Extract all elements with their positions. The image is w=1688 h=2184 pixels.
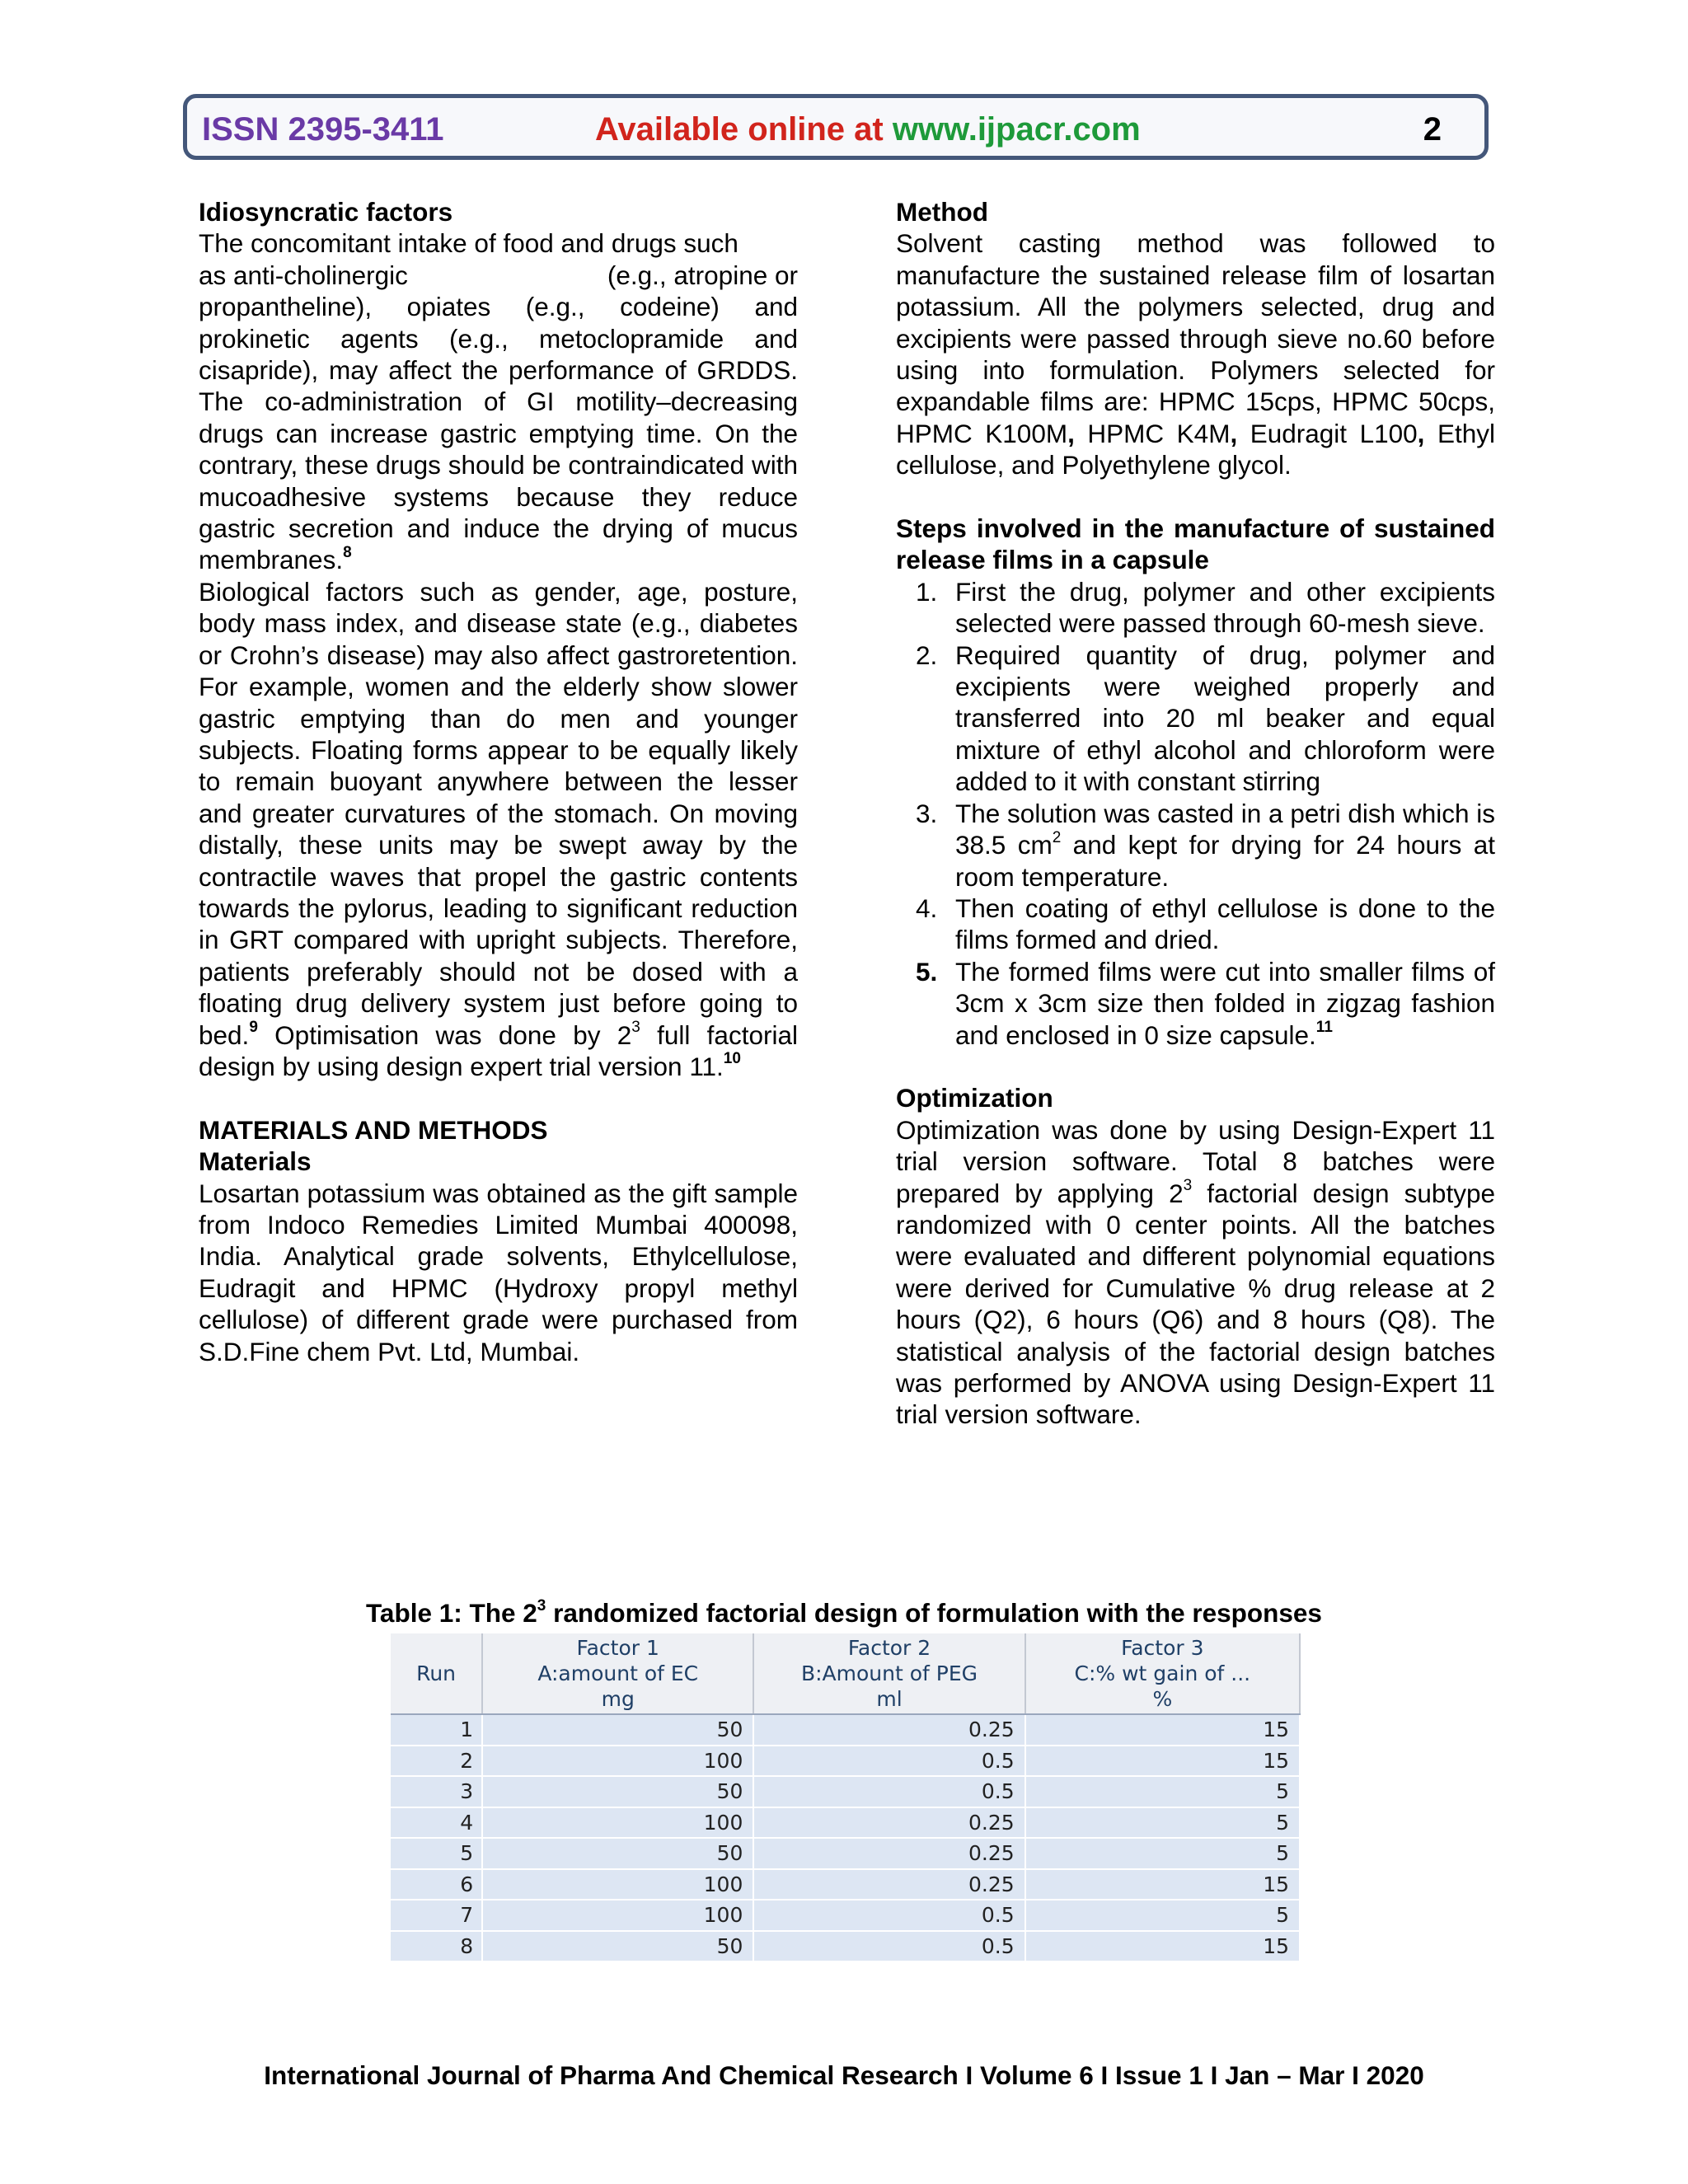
superscript-3: 3 [1183, 1177, 1193, 1195]
header-factor-1-title: Factor 1 [576, 1636, 659, 1660]
cell-run[interactable]: 3 [391, 1776, 482, 1807]
header-factor-3-unit: % [1152, 1687, 1173, 1711]
materials-methods-heading: MATERIALS AND METHODS [199, 1114, 548, 1145]
table-row[interactable] [391, 1869, 1300, 1900]
steps-heading: Steps involved in the manufacture of sustained release films in a capsule [896, 513, 1495, 575]
cell-ec[interactable]: 50 [482, 1931, 753, 1962]
cell-ec[interactable]: 100 [482, 1869, 753, 1900]
ref-8[interactable]: 8 [343, 543, 352, 561]
idio-line2b: (e.g., atropine or [607, 260, 798, 290]
header-factor-3-title: Factor 3 [1121, 1636, 1204, 1660]
header-factor-1-unit: mg [601, 1687, 635, 1711]
superscript-3: 3 [631, 1019, 640, 1037]
issn-label: ISSN 2395-3411 [202, 111, 444, 148]
step-number: 5. [916, 956, 938, 987]
table-row[interactable] [391, 1900, 1300, 1931]
caption-superscript: 3 [537, 1596, 546, 1615]
header-factor-2-title: Factor 2 [847, 1636, 931, 1660]
idio-rest: propantheline), opiates (e.g., codeine) and prokinetic agents (e.g., metoclopramide and cisapride), may affect the performance of GRDDS. The co-administration of GI motility–decreasing drugs can increase gastric emptying time. On the contrary, these drugs should be contraindicated with mucoadhesive systems because they reduce gastric secretion and induce the drying of mucus membranes. [199, 292, 798, 575]
cell-wt-gain[interactable]: 5 [1025, 1807, 1300, 1839]
cell-ec[interactable]: 100 [482, 1900, 753, 1931]
journal-url-link[interactable]: www.ijpacr.com [892, 111, 1141, 148]
list-item [896, 798, 1495, 893]
availability-text [595, 111, 1141, 148]
step-text-a: The solution was casted in a petri dish which is 38.5 cm [955, 798, 1495, 860]
opt-text-b: factorial design subtype randomized with 0 center points. All the batches were evaluated and different polynomial equations were derived for Cumulative % drug release at 2 hours (Q2), 6 hours (Q6) and 8 hours (Q8). The statistical analysis of the factorial design batches was performed by ANOVA using Design-Expert 11 trial version software. [896, 1178, 1495, 1430]
cell-run[interactable]: 8 [391, 1931, 482, 1962]
idiosyncratic-heading: Idiosyncratic factors [199, 197, 453, 227]
cell-peg[interactable]: 0.5 [753, 1900, 1025, 1931]
table-row[interactable] [391, 1838, 1300, 1869]
cell-ec[interactable]: 50 [482, 1838, 753, 1869]
method-text-c: Eudragit L100 [1237, 418, 1418, 448]
cell-wt-gain[interactable]: 15 [1025, 1931, 1300, 1962]
cell-peg[interactable]: 0.25 [753, 1807, 1025, 1839]
table-row[interactable] [391, 1776, 1300, 1807]
header-run[interactable]: Run [391, 1633, 482, 1714]
method-text-b: HPMC K4M [1074, 418, 1231, 448]
cell-peg[interactable]: 0.25 [753, 1714, 1025, 1746]
list-item [896, 640, 1495, 798]
optimisation-text-a: Optimisation was done by 2 [257, 1019, 632, 1050]
ref-10[interactable]: 10 [723, 1050, 741, 1068]
cell-peg[interactable]: 0.5 [753, 1776, 1025, 1807]
cell-peg[interactable]: 0.5 [753, 1931, 1025, 1962]
available-online-label: Available online at [595, 111, 893, 148]
cell-run[interactable]: 4 [391, 1807, 482, 1839]
idio-line2a: as anti-cholinergic [199, 260, 408, 290]
cell-run[interactable]: 5 [391, 1838, 482, 1869]
cell-run[interactable]: 1 [391, 1714, 482, 1746]
cell-wt-gain[interactable]: 15 [1025, 1714, 1300, 1746]
step-number: 2. [916, 640, 938, 670]
cell-peg[interactable]: 0.5 [753, 1746, 1025, 1777]
header-factor-2-unit: ml [876, 1687, 903, 1711]
list-item [896, 956, 1495, 1051]
factorial-design-table [391, 1633, 1301, 1962]
cell-ec[interactable]: 50 [482, 1776, 753, 1807]
page-number: 2 [1423, 111, 1442, 148]
list-item [896, 893, 1495, 956]
optimization-heading: Optimization [896, 1083, 1053, 1113]
header-factor-2[interactable] [753, 1633, 1025, 1714]
header-factor-3[interactable] [1025, 1633, 1300, 1714]
steps-list [896, 576, 1495, 1051]
cell-wt-gain[interactable]: 5 [1025, 1900, 1300, 1931]
right-column [896, 196, 1495, 1431]
step-text: Then coating of ethyl cellulose is done to the films formed and dried. [955, 893, 1495, 955]
left-column [199, 196, 798, 1367]
step-text: Required quantity of drug, polymer and excipients were weighed properly and transferred into 20 ml beaker and equal mixture of ethyl alcohol and chloroform were added to it with constant stirring [955, 640, 1495, 797]
table-row[interactable] [391, 1807, 1300, 1839]
table-row[interactable] [391, 1746, 1300, 1777]
caption-text-a: Table 1: The 2 [366, 1598, 537, 1628]
table-row[interactable] [391, 1714, 1300, 1746]
cell-wt-gain[interactable]: 5 [1025, 1776, 1300, 1807]
bio-text: Biological factors such as gender, age, posture, body mass index, and disease state (e.g., diabetes or Crohn’s disease) may also affect gastroretention. For example, women and the elderly show slower gastric emptying than do men and younger subjects. Floating forms appear to be equally likely to remain buoyant anywhere between the lesser and greater curvatures of the stomach. On moving distally, these units may be swept away by the contractile waves that propel the gastric contents towards the pylorus, leading to significant reduction in GRT compared with upright subjects. Therefore, patients preferably should not be dosed with a floating drug delivery system just before going to bed. [199, 576, 798, 1050]
biological-paragraph [199, 576, 798, 1083]
comma-2: , [1230, 418, 1238, 448]
journal-header [183, 94, 1489, 160]
comma-3: , [1417, 418, 1425, 448]
step-text: First the drug, polymer and other excipients selected were passed through 60-mesh sieve. [955, 576, 1495, 639]
step-number: 4. [916, 893, 938, 923]
header-factor-1[interactable] [482, 1633, 753, 1714]
cell-run[interactable]: 7 [391, 1900, 482, 1931]
header-factor-2-name: B:Amount of PEG [800, 1661, 978, 1685]
cell-wt-gain[interactable]: 5 [1025, 1838, 1300, 1869]
ref-9[interactable]: 9 [249, 1019, 258, 1037]
ref-11[interactable]: 11 [1315, 1019, 1333, 1037]
materials-heading: Materials [199, 1146, 312, 1177]
cell-wt-gain[interactable]: 15 [1025, 1746, 1300, 1777]
header-factor-3-name: C:% wt gain of ... [1074, 1661, 1251, 1685]
cell-run[interactable]: 2 [391, 1746, 482, 1777]
cell-ec[interactable]: 100 [482, 1807, 753, 1839]
cell-ec[interactable]: 50 [482, 1714, 753, 1746]
method-text-a: Solvent casting method was followed to manufacture the sustained release film of losartan potassium. All the polymers selected, drug and excipients were passed through sieve no.60 before using into formulation. Polymers selected for expandable films are: HPMC 15cps, HPMC 50cps, HPMC K100M [896, 228, 1495, 448]
optimisation-text-b: full factorial design by using design expert trial version 11. [199, 1019, 798, 1081]
opt-text-a: Optimization was done by using Design-Expert 11 trial version software. Total 8 batches were prepared by applying 2 [896, 1114, 1495, 1208]
method-heading: Method [896, 197, 988, 227]
optimization-paragraph [896, 1114, 1495, 1431]
journal-footer: International Journal of Pharma And Chemical Research I Volume 6 I Issue 1 I Jan – Mar I 2020 [264, 2060, 1424, 2090]
method-text-d: Ethyl cellulose, and Polyethylene glycol. [896, 418, 1495, 480]
header-factor-1-name: A:amount of EC [537, 1661, 699, 1685]
step-text-b: and kept for drying for 24 hours at room temperature. [955, 830, 1495, 892]
cell-ec[interactable]: 100 [482, 1746, 753, 1777]
materials-paragraph: Losartan potassium was obtained as the gift sample from Indoco Remedies Limited Mumbai 400098, India. Analytical grade solvents, Ethylcellulose, Eudragit and HPMC (Hydroxy propyl methyl cellulose) of different grade were purchased from S.D.Fine chem Pvt. Ltd, Mumbai. [199, 1178, 798, 1366]
cell-peg[interactable]: 0.25 [753, 1838, 1025, 1869]
superscript-2: 2 [1052, 828, 1062, 846]
step-text: The formed films were cut into smaller films of 3cm x 3cm size then folded in zigzag fashion and enclosed in 0 size capsule. [955, 956, 1495, 1050]
table-row[interactable] [391, 1931, 1300, 1962]
idio-line1: The concomitant intake of food and drugs such [199, 228, 738, 259]
step-number: 1. [916, 576, 938, 607]
cell-wt-gain[interactable]: 15 [1025, 1869, 1300, 1900]
list-item [896, 576, 1495, 640]
caption-text-b: randomized factorial design of formulation with the responses [546, 1598, 1322, 1628]
cell-peg[interactable]: 0.25 [753, 1869, 1025, 1900]
comma-1: , [1067, 418, 1075, 448]
step-number: 3. [916, 798, 938, 828]
method-paragraph [896, 227, 1495, 480]
cell-run[interactable]: 6 [391, 1869, 482, 1900]
idiosyncratic-paragraph [199, 227, 798, 575]
table-caption [0, 1597, 1688, 1629]
